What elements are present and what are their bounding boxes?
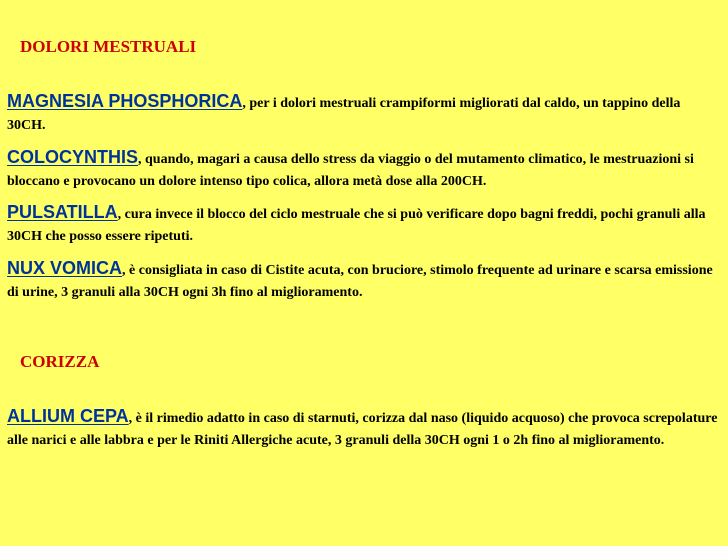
remedy-description: , è consigliata in caso di Cistite acuta, con bruciore, stimolo frequente ad urinare e scarsa emissione di urine, 3 granuli alla 30CH ogni 3h fino al miglioramento. bbox=[7, 263, 713, 300]
remedy-description: , è il rimedio adatto in caso di starnuti, corizza dal naso (liquido acquoso) che provoca screpolature alle narici e alle labbra e per le Riniti Allergiche acute, 3 granuli della 30CH ogni 1 o 2h fino al miglioramento. bbox=[7, 411, 718, 448]
remedy-name: NUX VOMICA bbox=[7, 258, 123, 278]
remedy-entry-magnesia-phosphorica bbox=[7, 90, 719, 137]
remedy-name: PULSATILLA bbox=[7, 202, 118, 222]
section-heading-dolori-mestruali: DOLORI MESTRUALI bbox=[20, 37, 197, 56]
remedy-description: , cura invece il blocco del ciclo mestruale che si può verificare dopo bagni freddi, pochi granuli alla 30CH che posso essere ripetuti. bbox=[7, 207, 706, 244]
remedy-description: , per i dolori mestruali crampiformi migliorati dal caldo, un tappino della 30CH. bbox=[7, 96, 681, 133]
remedy-name: MAGNESIA PHOSPHORICA bbox=[7, 91, 243, 111]
remedy-entry-colocynthis bbox=[7, 146, 719, 193]
remedy-entry-nux-vomica bbox=[7, 257, 719, 304]
remedy-name: ALLIUM CEPA bbox=[7, 406, 129, 426]
remedy-entry-allium-cepa bbox=[7, 405, 719, 452]
remedy-description: , quando, magari a causa dello stress da viaggio o del mutamento climatico, le mestruazioni si bloccano e provocano un dolore intenso tipo colica, allora metà dose alla 200CH. bbox=[7, 152, 694, 189]
section-heading-corizza: CORIZZA bbox=[20, 352, 100, 371]
remedy-entry-pulsatilla bbox=[7, 201, 719, 248]
remedy-name: COLOCYNTHIS bbox=[7, 147, 139, 167]
